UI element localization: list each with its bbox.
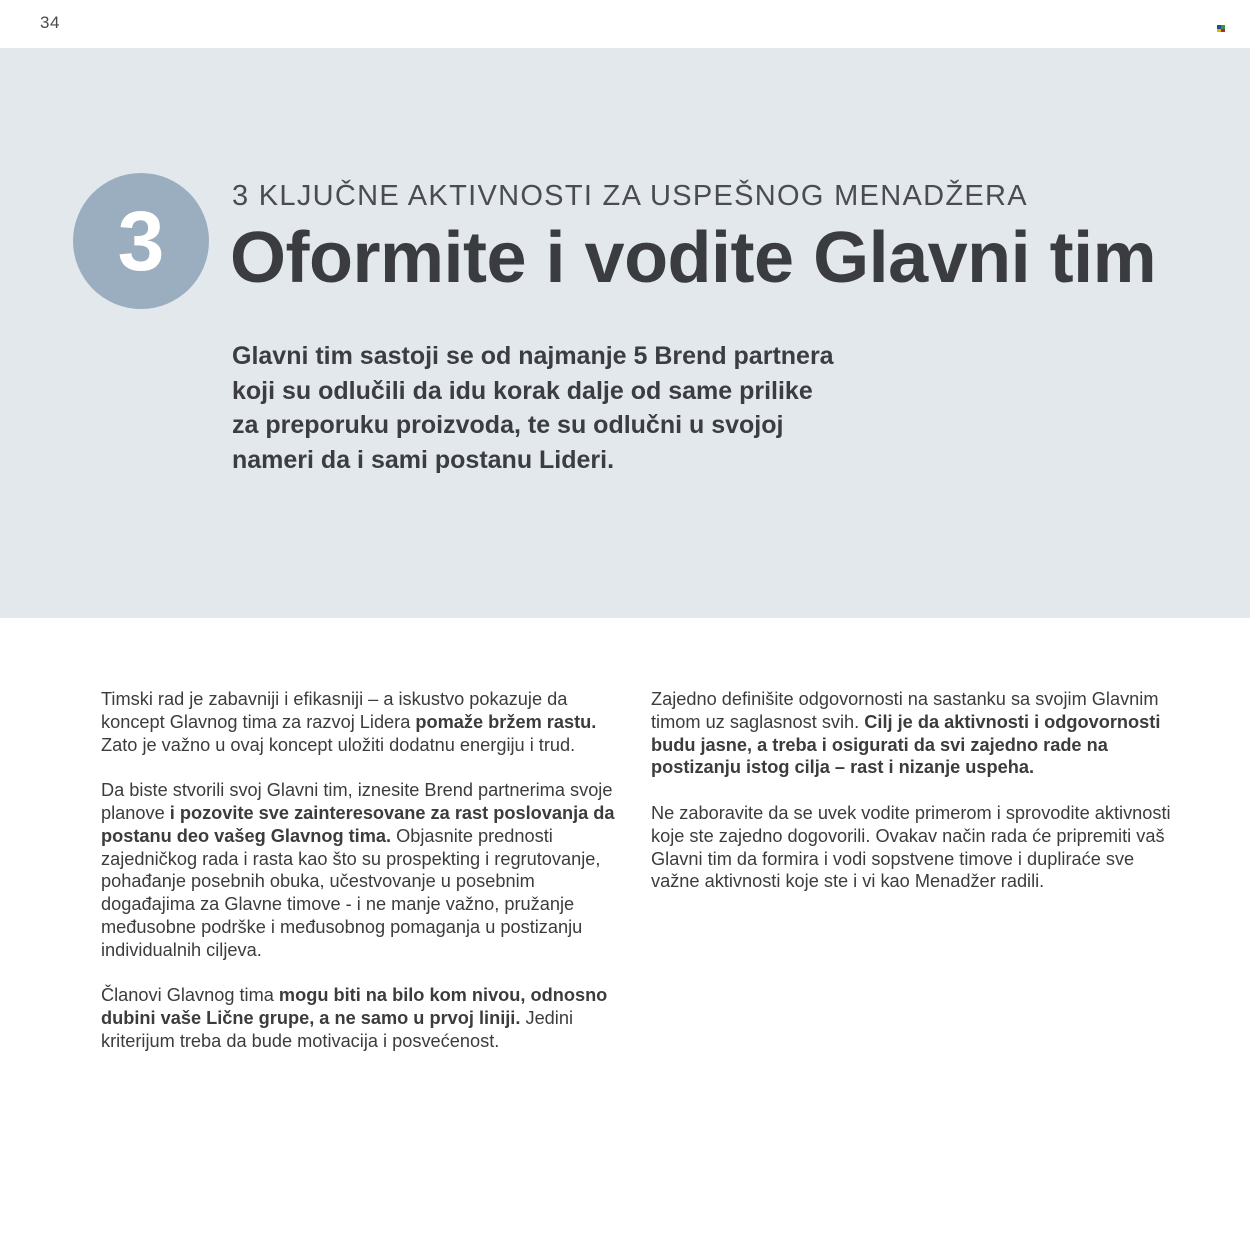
body-paragraph: [101, 688, 621, 756]
page-number: 34: [40, 13, 60, 32]
body-column-right: [651, 688, 1171, 916]
paragraph-emphasis: pomaže bržem rastu.: [415, 711, 597, 732]
paragraph-text: Zajedno definišite odgovornosti na sastanku sa svojim Glavnim timom uz saglasnost svih.: [651, 689, 1159, 732]
paragraph-text: Ne zaboravite da se uvek vodite primerom i sprovodite aktivnosti koje ste zajedno dogovorili. Ovakav način rada će pripremiti vaš Glavni tim da formira i vodi sopstvene timove i dupliraće sve važne aktivnosti koje ste i vi kao Menadžer radili.: [651, 802, 1171, 892]
body-column-left: [101, 688, 621, 1076]
body-paragraph: [101, 779, 621, 961]
paragraph-emphasis: i pozovite sve zainteresovane za rast poslovanja da postanu deo vašeg Glavnog tima.: [101, 802, 615, 846]
page-title: Oformite i vodite Glavni tim: [230, 218, 1157, 298]
paragraph-text: Objasnite prednosti zajedničkog rada i rasta kao što su prospekting i regrutovanje, pohađanje posebnih obuka, učestvovanje u posebnim događajima za Glavne timove - i ne manje važno, pružanje međusobne podrške i međusobnog pomaganja u postizanju individualnih ciljeva.: [101, 825, 601, 960]
lead-line: za preporuku proizvoda, te su odlučni u svojoj: [232, 411, 784, 439]
lead-line: koji su odlučili da idu korak dalje od same prilike: [232, 376, 813, 405]
body-paragraph: [651, 802, 1171, 893]
lead-line: Glavni tim sastoji se od najmanje 5 Brend partnera: [232, 342, 834, 370]
lead-line: nameri da i sami postanu Lideri.: [232, 445, 615, 474]
paragraph-text: Zato je važno u ovaj koncept uložiti dodatnu energiju i trud.: [101, 734, 576, 755]
paragraph-text: Jedini kriterijum treba da bude motivacija i posvećenost.: [101, 1008, 573, 1051]
paragraph-emphasis: Cilj je da aktivnosti i odgovornosti budu jasne, a treba i osigurati da svi zajedno rade na postizanju istog cilja – rast i nizanje uspeha.: [651, 711, 1161, 778]
paragraph-text: Timski rad je zabavniji i efikasniji – a iskustvo pokazuje da koncept Glavnog tima za razvoj Lidera: [101, 689, 568, 732]
paragraph-text: Da biste stvorili svoj Glavni tim, iznesite Brend partnerima svoje planove: [101, 780, 613, 823]
brand-logo-icon: [1217, 25, 1225, 32]
section-kicker: 3 KLJUČNE AKTIVNOSTI ZA USPEŠNOG MENADŽERA: [232, 180, 1028, 212]
step-number-badge: 3: [73, 173, 209, 309]
hero-banner: [0, 48, 1250, 618]
paragraph-text: Članovi Glavnog tima: [101, 985, 279, 1006]
body-paragraph: [651, 688, 1171, 779]
paragraph-emphasis: mogu biti na bilo kom nivou, odnosno dubini vaše Lične grupe, a ne samo u prvoj liniji.: [101, 985, 608, 1029]
lead-paragraph: [232, 339, 892, 477]
body-paragraph: [101, 984, 621, 1052]
